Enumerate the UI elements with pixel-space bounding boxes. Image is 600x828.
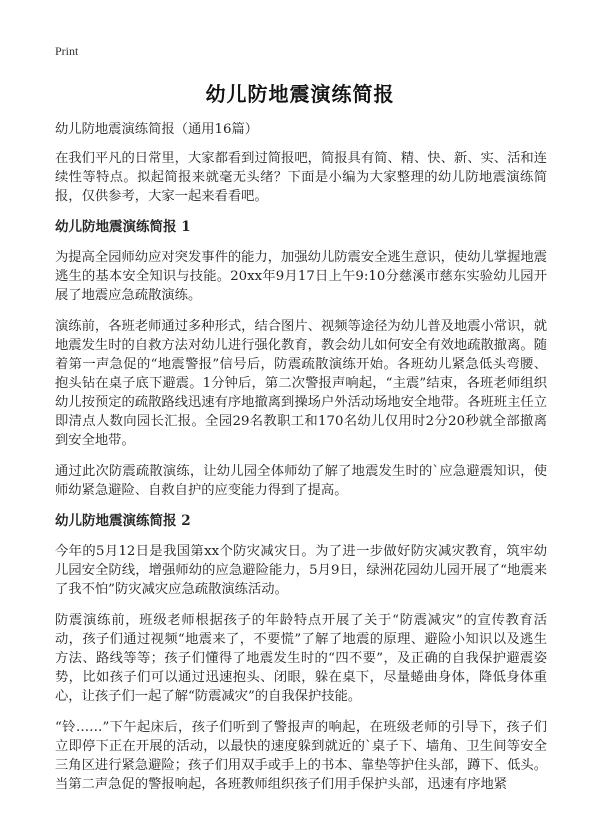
section-paragraph: 今年的5月12日是我国第xx个防灾减灾日。为了进一步做好防灾减灾教育，筑牢幼儿园安全防线，增强师幼的应急避险能力，5月9日，绿洲花园幼儿园开展了“地震来了我不怕”防灾减灾应急疏散演练活动。: [55, 544, 547, 597]
print-link[interactable]: Print: [55, 44, 79, 58]
section-2: [55, 512, 547, 794]
section-paragraph: 演练前，各班老师通过多种形式，结合图片、视频等途径为幼儿普及地震小常识，就地震发生时的自救方法对幼儿进行强化教育，教会幼儿如何安全有效地疏散撤离。随着第一声急促的“地震警报”信号后，防震疏散演练开始。各班幼儿紧急低头弯腰、抱头钻在桌子底下避震。1分钟后，第二次警报声响起，“主震”结束，各班老师组织幼儿按预定的疏散路线迅速有序地撤离到操场户外活动场地安全地带。各班班主任立即清点人数向园长汇报。全园29名教职工和170名幼儿仅用时2分20秒就全部撤离到安全地带。: [55, 319, 547, 448]
document-subtitle: 幼儿防地震演练简报（通用16篇）: [55, 122, 259, 137]
section-paragraph: “铃……”下午起床后，孩子们听到了警报声的响起，在班级老师的引导下，孩子们立即停下正在开展的活动，以最快的速度躲到就近的`桌子下、墙角、卫生间等安全三角区进行紧急避险；孩子们用双手或手上的书本、靠垫等护住头部，蹲下、低头。当第二声急促的警报响起，各班教师组织孩子们用手保护头部，迅速有序地紧: [55, 720, 547, 792]
intro-paragraph: 在我们平凡的日常里，大家都看到过简报吧，简报具有简、精、快、新、实、活和连续性等特点。拟起简报来就毫无头绪？下面是小编为大家整理的幼儿防地震演练简报，仅供参考，大家一起来看看吧。: [55, 151, 547, 204]
document-body: [55, 120, 547, 806]
page-title: 幼儿防地震演练简报: [205, 82, 395, 106]
section-paragraph: 防震演练前，班级老师根据孩子的年龄特点开展了关于“防震减灾”的宣传教育活动，孩子们通过视频“地震来了，不要慌”了解了地震的原理、避险小知识以及逃生方法、路线等等；孩子们懂得了地震发生时的“四不要”，及正确的自我保护避震姿势，比如孩子们可以通过迅速抱头、闭眼，躲在桌下，尽量蜷曲身体，降低身体重心，让孩子们一起了解“防震减灾”的自我保护技能。: [55, 613, 547, 704]
section-paragraph: 为提高全园师幼应对突发事件的能力，加强幼儿防震安全逃生意识，使幼儿掌握地震逃生的基本安全知识与技能。20xx年9月17日上午9:10分慈溪市慈东实验幼儿园开展了地震应急疏散演练。: [55, 250, 547, 303]
section-1: [55, 218, 547, 500]
section-heading: 幼儿防地震演练简报 1: [55, 219, 191, 235]
section-paragraph: 通过此次防震疏散演练，让幼儿园全体师幼了解了地震发生时的`应急避震知识，使师幼紧急避险、自救自护的应变能力得到了提高。: [55, 464, 547, 498]
section-heading: 幼儿防地震演练简报 2: [55, 513, 191, 529]
